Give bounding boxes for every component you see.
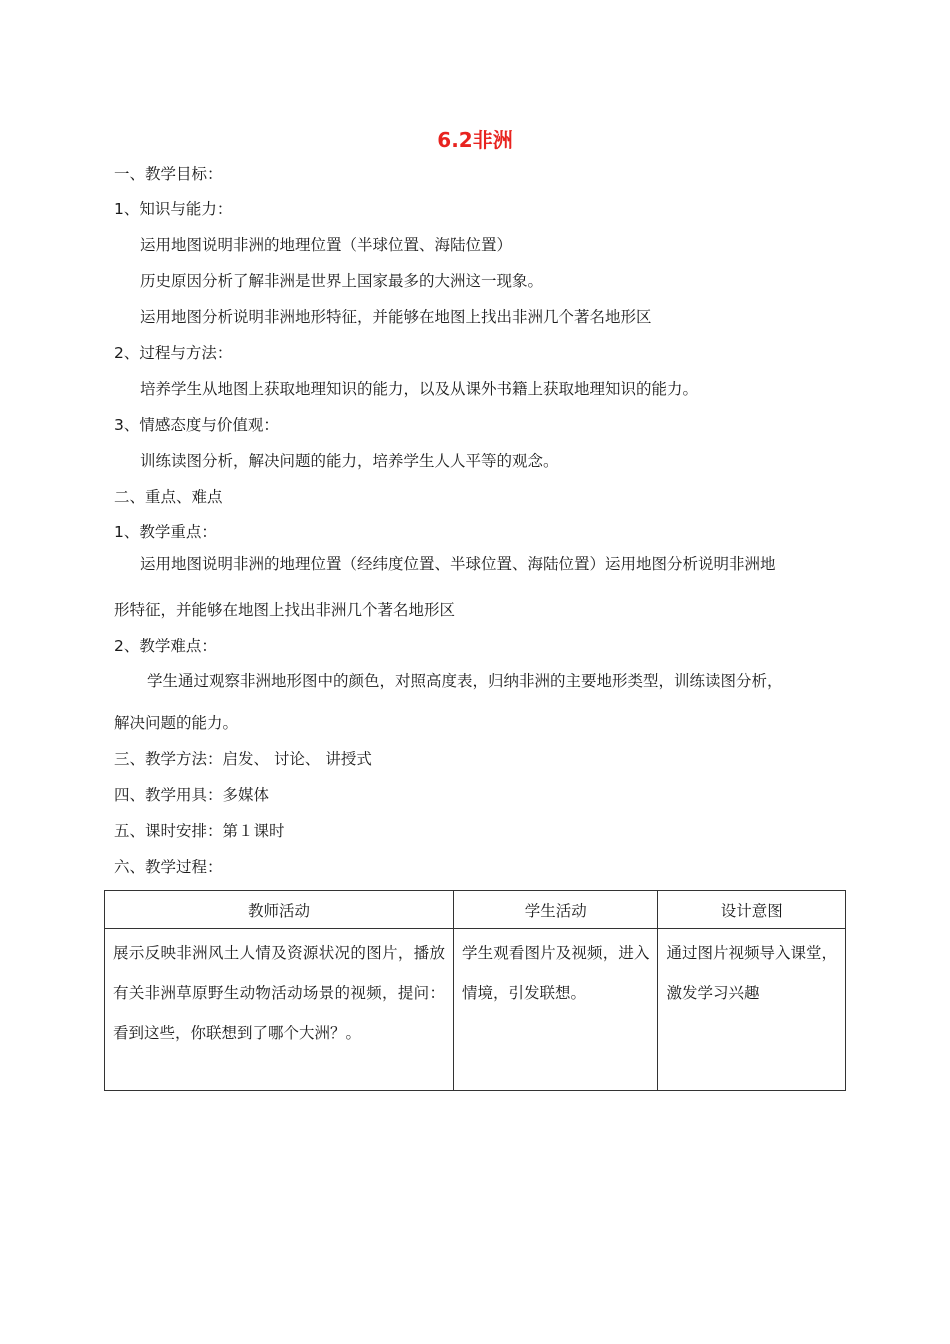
design-intent-text: 通过图片视频导入课堂，激发学习兴趣 xyxy=(666,944,837,1002)
section-4-tools: 四、教学用具：多媒体 xyxy=(114,786,270,804)
section-1-1-heading: 1、知识与能力： xyxy=(114,200,233,218)
knowledge-item-3: 运用地图分析说明非洲地形特征，并能够在地图上找出非洲几个著名地形区 xyxy=(140,308,652,326)
header-design-intent: 设计意图 xyxy=(658,891,846,929)
section-1-heading: 一、教学目标： xyxy=(114,165,223,183)
section-2-1-heading: 1、教学重点： xyxy=(114,523,217,541)
attitude-item: 训练读图分析，解决问题的能力，培养学生人人平等的观念。 xyxy=(140,452,559,470)
cell-student-activity xyxy=(454,929,658,1091)
table-row xyxy=(105,929,846,1091)
student-activity-text: 学生观看图片及视频，进入情境，引发联想。 xyxy=(462,944,650,1002)
section-1-2-heading: 2、过程与方法： xyxy=(114,344,233,362)
key-point-line-1: 运用地图说明非洲的地理位置（经纬度位置、半球位置、海陆位置）运用地图分析说明非洲地 xyxy=(140,555,776,573)
process-item: 培养学生从地图上获取地理知识的能力，以及从课外书籍上获取地理知识的能力。 xyxy=(140,380,699,398)
key-point-line-2: 形特征，并能够在地图上找出非洲几个著名地形区 xyxy=(114,601,456,619)
difficulty-line-1: 学生通过观察非洲地形图中的颜色，对照高度表，归纳非洲的主要地形类型，训练读图分析， xyxy=(147,672,783,690)
header-teacher-activity: 教师活动 xyxy=(105,891,454,929)
section-2-2-heading: 2、教学难点： xyxy=(114,637,217,655)
knowledge-item-1: 运用地图说明非洲的地理位置（半球位置、海陆位置） xyxy=(140,236,513,254)
cell-teacher-activity xyxy=(105,929,454,1091)
knowledge-item-2: 历史原因分析了解非洲是世界上国家最多的大洲这一现象。 xyxy=(140,272,544,290)
table-header-row xyxy=(105,891,846,929)
section-1-3-heading: 3、情感态度与价值观： xyxy=(114,416,279,434)
difficulty-line-2: 解决问题的能力。 xyxy=(114,714,239,732)
teaching-process-table xyxy=(104,890,846,1091)
section-6-process: 六、教学过程： xyxy=(114,858,223,876)
cell-design-intent xyxy=(658,929,846,1091)
header-student-activity: 学生活动 xyxy=(454,891,658,929)
section-3-methods: 三、教学方法：启发、 讨论、 讲授式 xyxy=(114,750,372,768)
teacher-activity-text: 展示反映非洲风土人情及资源状况的图片，播放有关非洲草原野生动物活动场景的视频，提问：看到这些，你联想到了哪个大洲？。 xyxy=(113,944,446,1042)
section-5-schedule: 五、课时安排：第１课时 xyxy=(114,822,285,840)
page-title: 6.2非洲 xyxy=(437,128,513,152)
section-2-heading: 二、重点、难点 xyxy=(114,488,223,506)
